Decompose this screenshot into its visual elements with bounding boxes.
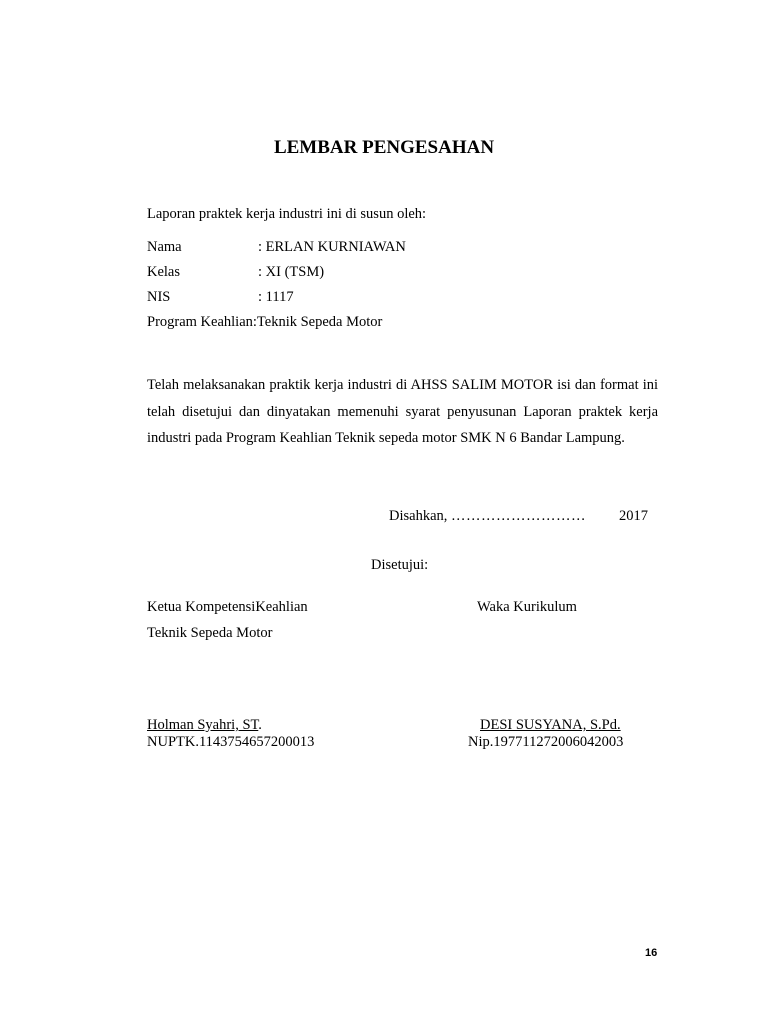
- intro-text: Laporan praktek kerja industri ini di susun oleh:: [147, 206, 427, 222]
- disetujui-label: Disetujui:: [371, 557, 429, 573]
- kelas-row: [147, 264, 324, 281]
- page-number: 16: [645, 947, 658, 959]
- disahkan-line: [389, 508, 586, 525]
- kelas-label: Kelas: [147, 264, 181, 280]
- page-title: LEMBAR PENGESAHAN: [273, 137, 495, 158]
- nis-row: [147, 289, 294, 306]
- disahkan-label: Disahkan,: [389, 508, 448, 524]
- kelas-value: : XI (TSM): [258, 264, 325, 280]
- nama-value: : ERLAN KURNIAWAN: [258, 239, 406, 255]
- right-signer-id: Nip.197711272006042003: [468, 734, 624, 750]
- left-signer-id: NUPTK.1143754657200013: [147, 734, 315, 750]
- left-signer-role-line1: Ketua KompetensiKeahlian: [147, 599, 308, 615]
- disahkan-year: 2017: [619, 508, 648, 524]
- left-signer-name-suffix: .: [258, 717, 262, 733]
- nama-label: Nama: [147, 239, 182, 255]
- program-line: Program Keahlian:Teknik Sepeda Motor: [147, 314, 383, 330]
- left-signer-role-line2: Teknik Sepeda Motor: [147, 625, 273, 641]
- disahkan-dots: ………………………: [451, 508, 587, 524]
- right-signer-name: DESI SUSYANA, S.Pd.: [480, 717, 621, 733]
- right-signer-role: Waka Kurikulum: [477, 599, 577, 615]
- nis-value: : 1117: [258, 289, 294, 305]
- nis-label: NIS: [147, 289, 171, 305]
- nama-row: [147, 239, 406, 256]
- left-signer-name: Holman Syahri, ST: [147, 717, 259, 733]
- approval-paragraph: Telah melaksanakan praktik kerja industri di AHSS SALIM MOTOR isi dan format ini telah disetujui dan dinyatakan memenuhi syarat penyusunan Laporan praktek kerja industri pada Program Keahlian Teknik sepeda motor SMK N 6 Bandar Lampung.: [147, 377, 658, 447]
- left-signer-name-line: [147, 717, 262, 734]
